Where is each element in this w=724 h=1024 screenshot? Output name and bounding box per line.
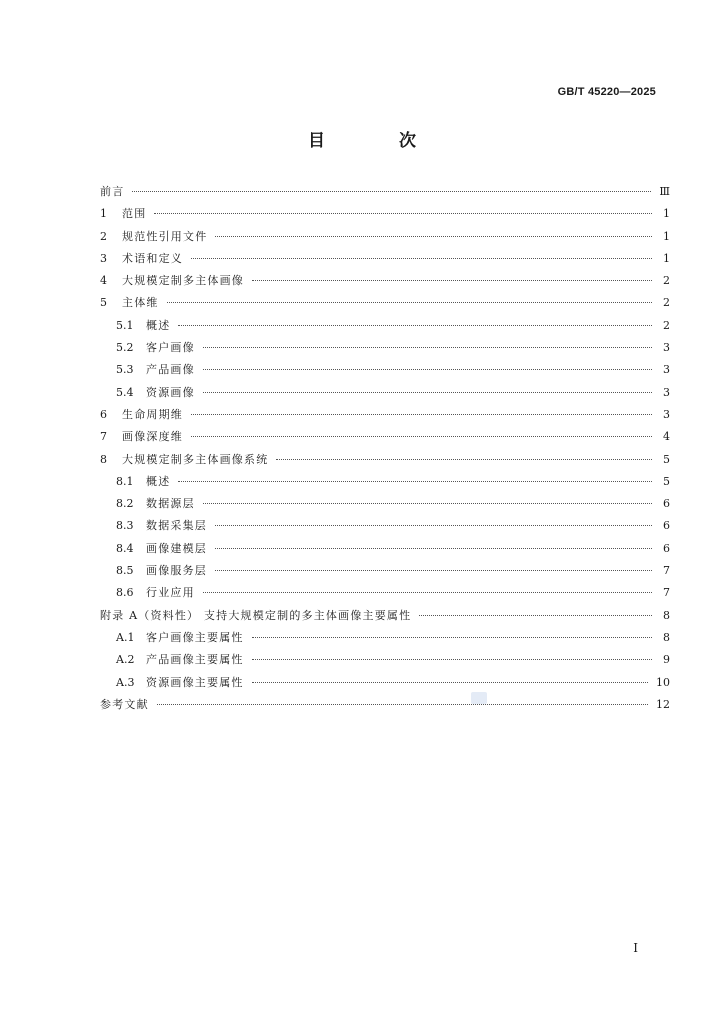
toc-entry-page: Ⅲ bbox=[659, 185, 670, 198]
toc-entry-number: 7 bbox=[100, 430, 107, 444]
toc-leader-dots bbox=[178, 481, 652, 482]
toc-entry-number: A.3 bbox=[116, 675, 135, 689]
toc-entry-page: 6 bbox=[663, 541, 670, 555]
toc-entry[interactable] bbox=[100, 538, 670, 560]
toc-entry-number: 5.1 bbox=[116, 318, 134, 332]
toc-entry-title: 大规模定制多主体画像系统 bbox=[122, 452, 269, 466]
toc-entry-title: 数据采集层 bbox=[146, 519, 207, 533]
toc-entry-title: 产品画像主要属性 bbox=[146, 653, 244, 667]
toc-entry-number: 4 bbox=[100, 274, 107, 288]
toc-entry[interactable] bbox=[100, 649, 670, 671]
toc-leader-dots bbox=[252, 659, 652, 660]
toc-entry-number: 1 bbox=[100, 207, 107, 221]
toc-entry[interactable] bbox=[100, 515, 670, 537]
toc-entry-title: 规范性引用文件 bbox=[122, 229, 208, 243]
toc-entry-page: 10 bbox=[656, 675, 670, 689]
toc-entry-title: 概述 bbox=[146, 474, 171, 488]
toc-entry-title: 行业应用 bbox=[146, 586, 195, 600]
toc-entry-title: 大规模定制多主体画像 bbox=[122, 274, 244, 288]
toc-leader-dots bbox=[252, 637, 652, 638]
toc-entry[interactable] bbox=[100, 292, 670, 314]
toc-leader-dots bbox=[215, 236, 652, 237]
toc-leader-dots bbox=[203, 347, 652, 348]
toc-entry-page: 6 bbox=[663, 497, 670, 511]
toc-entry[interactable] bbox=[100, 248, 670, 270]
toc-entry-page: 12 bbox=[656, 697, 670, 711]
toc-entry-page: 9 bbox=[663, 653, 670, 667]
toc-entry[interactable] bbox=[100, 627, 670, 649]
toc-entry-page: 5 bbox=[663, 474, 670, 488]
toc-entry-page: 7 bbox=[663, 564, 670, 578]
toc-leader-dots bbox=[419, 615, 652, 616]
page-title: 目 次 bbox=[308, 131, 450, 151]
toc-entry-title: 资源画像 bbox=[146, 385, 195, 399]
toc-entry[interactable] bbox=[100, 359, 670, 381]
toc-entry-number: 6 bbox=[100, 407, 107, 421]
toc-leader-dots bbox=[178, 325, 652, 326]
toc-entry[interactable] bbox=[100, 382, 670, 404]
watermark-logo bbox=[471, 692, 487, 704]
toc-entry[interactable] bbox=[100, 426, 670, 448]
toc-entry-title: 客户画像 bbox=[146, 341, 195, 355]
toc-entry-page: 1 bbox=[663, 229, 670, 243]
toc-leader-dots bbox=[203, 369, 652, 370]
toc-entry-title: 产品画像 bbox=[146, 363, 195, 377]
toc-leader-dots bbox=[157, 704, 648, 705]
toc-entry[interactable] bbox=[100, 315, 670, 337]
toc-entry-title: 术语和定义 bbox=[122, 251, 183, 265]
toc-leader-dots bbox=[191, 414, 652, 415]
toc-entry-number: 5.4 bbox=[116, 385, 134, 399]
toc-leader-dots bbox=[252, 682, 648, 683]
toc-entry-page: 1 bbox=[663, 251, 670, 265]
toc-entry-page: 5 bbox=[663, 452, 670, 466]
toc-entry-page: 2 bbox=[663, 296, 670, 310]
toc-entry-number: 8.2 bbox=[116, 497, 134, 511]
toc-entry-title: 资源画像主要属性 bbox=[146, 675, 244, 689]
toc-leader-dots bbox=[132, 191, 651, 192]
toc-entry[interactable] bbox=[100, 337, 670, 359]
toc-entry[interactable] bbox=[100, 605, 670, 627]
toc-entry[interactable] bbox=[100, 203, 670, 225]
toc-entry-number: 8.1 bbox=[116, 474, 134, 488]
toc-entry-number: A.2 bbox=[116, 653, 135, 667]
toc-entry-page: 3 bbox=[663, 385, 670, 399]
toc-leader-dots bbox=[252, 280, 652, 281]
toc-entry-page: 3 bbox=[663, 363, 670, 377]
toc-entry-number: A.1 bbox=[116, 630, 135, 644]
toc-entry[interactable] bbox=[100, 493, 670, 515]
toc-entry-page: 8 bbox=[663, 630, 670, 644]
toc-entry-number: 3 bbox=[100, 251, 107, 265]
toc-entry-page: 1 bbox=[663, 207, 670, 221]
toc-entry-number: 8.5 bbox=[116, 564, 134, 578]
standard-code: GB/T 45220—2025 bbox=[557, 86, 656, 98]
toc-entry-page: 3 bbox=[663, 407, 670, 421]
toc-entry-page: 2 bbox=[663, 318, 670, 332]
toc-entry-title: 附录 A（资料性） 支持大规模定制的多主体画像主要属性 bbox=[100, 608, 412, 622]
toc-leader-dots bbox=[215, 525, 652, 526]
toc-entry[interactable] bbox=[100, 404, 670, 426]
toc-entry-number: 5.3 bbox=[116, 363, 134, 377]
toc-leader-dots bbox=[215, 570, 652, 571]
toc-entry-title: 主体维 bbox=[122, 296, 159, 310]
toc-entry-number: 8 bbox=[100, 452, 107, 466]
toc-entry-number: 8.4 bbox=[116, 541, 134, 555]
toc-leader-dots bbox=[203, 503, 652, 504]
toc-leader-dots bbox=[154, 213, 652, 214]
toc-leader-dots bbox=[203, 592, 652, 593]
toc-entry-number: 8.6 bbox=[116, 586, 134, 600]
toc-leader-dots bbox=[191, 436, 652, 437]
toc-entry[interactable] bbox=[100, 672, 670, 694]
page-number: Ⅰ bbox=[633, 941, 638, 955]
toc-entry-title: 画像建模层 bbox=[146, 541, 207, 555]
toc-entry[interactable] bbox=[100, 226, 670, 248]
toc-entry[interactable] bbox=[100, 449, 670, 471]
toc-entry[interactable] bbox=[100, 471, 670, 493]
toc-entry-page: 8 bbox=[663, 608, 670, 622]
toc-leader-dots bbox=[215, 548, 652, 549]
toc-entry-title: 参考文献 bbox=[100, 697, 149, 711]
toc-entry-number: 2 bbox=[100, 229, 107, 243]
toc-entry-number: 5.2 bbox=[116, 341, 134, 355]
table-of-contents bbox=[100, 181, 670, 716]
toc-entry[interactable] bbox=[100, 181, 670, 203]
toc-entry-page: 3 bbox=[663, 341, 670, 355]
toc-entry-title: 生命周期维 bbox=[122, 407, 183, 421]
toc-entry-title: 画像服务层 bbox=[146, 564, 207, 578]
toc-entry-page: 6 bbox=[663, 519, 670, 533]
toc-leader-dots bbox=[191, 258, 652, 259]
toc-entry-title: 画像深度维 bbox=[122, 430, 183, 444]
toc-entry-page: 7 bbox=[663, 586, 670, 600]
toc-entry[interactable] bbox=[100, 694, 670, 716]
toc-entry[interactable] bbox=[100, 560, 670, 582]
toc-entry-number: 5 bbox=[100, 296, 107, 310]
toc-entry[interactable] bbox=[100, 582, 670, 604]
toc-leader-dots bbox=[167, 302, 652, 303]
toc-entry[interactable] bbox=[100, 270, 670, 292]
toc-entry-page: 2 bbox=[663, 274, 670, 288]
toc-leader-dots bbox=[276, 459, 652, 460]
toc-entry-title: 客户画像主要属性 bbox=[146, 630, 244, 644]
toc-entry-page: 4 bbox=[663, 430, 670, 444]
toc-leader-dots bbox=[203, 392, 652, 393]
toc-entry-number: 8.3 bbox=[116, 519, 134, 533]
toc-entry-title: 数据源层 bbox=[146, 497, 195, 511]
toc-entry-title: 概述 bbox=[146, 318, 171, 332]
toc-entry-title: 范围 bbox=[122, 207, 147, 221]
toc-entry-title: 前言 bbox=[100, 185, 125, 198]
